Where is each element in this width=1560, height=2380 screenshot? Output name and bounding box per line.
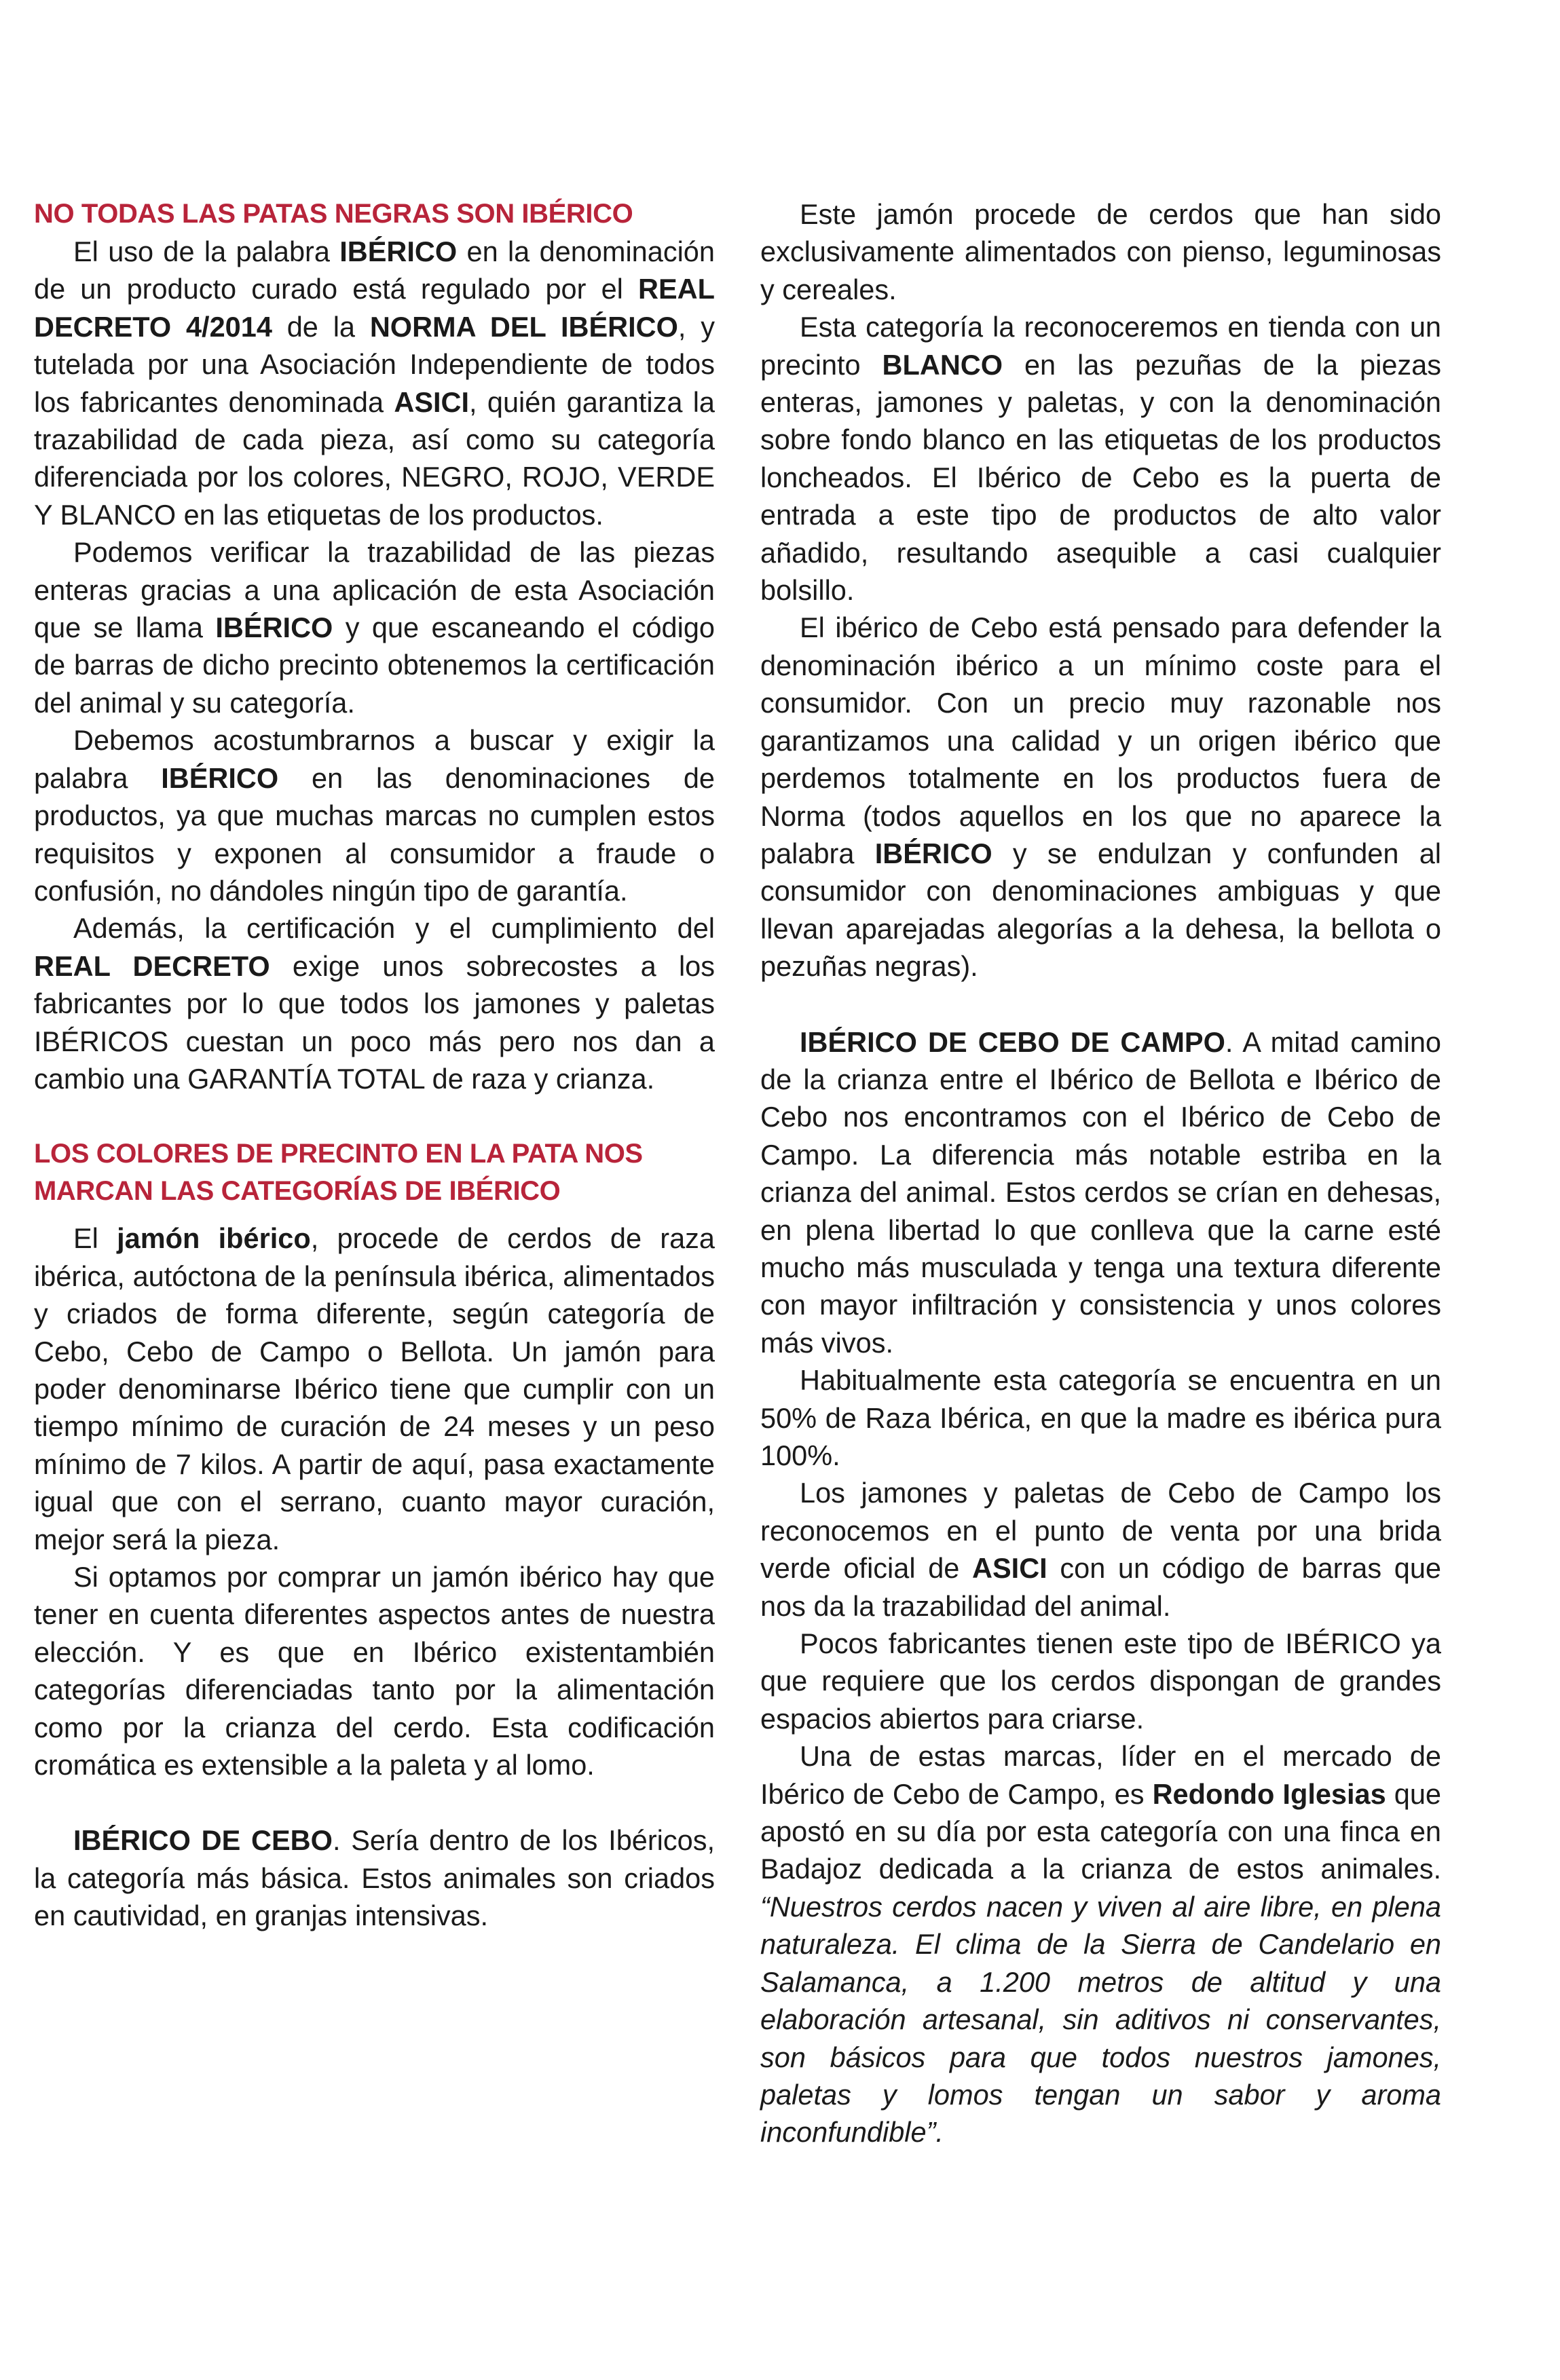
paragraph: Pocos fabricantes tienen este tipo de IBÉRICO ya que requiere que los cerdos dispongan de grandes espacios abiertos para criarse. [760, 1627, 1441, 1735]
spacer [34, 1097, 715, 1135]
paragraph: El ibérico de Cebo está pensado para defender la denominación ibérico a un mínimo coste para el consumidor. Con un precio muy razonable nos garantizamos una calidad y un origen ibérico que perdemos totalmente en los productos fuera de Norma (todos aquellos en los que no aparece la palabra IBÉRICO y se endulzan y confunden al consumidor con denominaciones ambiguas y que llevan aparejadas alegorías a la dehesa, la bellota o pezuñas negras). [760, 611, 1441, 983]
paragraph: Los jamones y paletas de Cebo de Campo los reconocemos en el punto de venta por una brida verde oficial de ASICI con un código de barras que nos da la trazabilidad del animal. [760, 1477, 1442, 1622]
paragraph: El uso de la palabra IBÉRICO en la denominación de un producto curado está regulado por el REAL DECRETO 4/2014 de la NORMA DEL IBÉRICO, y tutelada por una Asociación Independiente de todos los fabricantes denominada ASICI, quién garantiza la trazabilidad de cada pieza, así como su categoría diferenciada por los colores, NEGRO, ROJO, VERDE Y BLANCO en las etiquetas de los productos. [34, 235, 716, 531]
section-heading-colores-precinto: LOS COLORES DE PRECINTO EN LA PATA NOS MARCAN LAS CATEGORÍAS DE IBÉRICO [34, 1139, 643, 1207]
paragraph: Habitualmente esta categoría se encuentra en un 50% de Raza Ibérica, en que la madre es ibérica pura 100%. [760, 1364, 1441, 1471]
paragraph: Una de estas marcas, líder en el mercado de Ibérico de Cebo de Campo, es Redondo Iglesias que apostó en su día por esta categoría con una finca en Badajoz dedicada a la crianza de estos animales. “Nuestros cerdos nacen y viven al aire libre, en plena naturaleza. El clima de la Sierra de Candelario en Salamanca, a 1.200 metros de altitud y una elaboración artesanal, sin aditivos ni conservantes, son básicos para que todos nuestros jamones, paletas y lomos tengan un sabor y aroma inconfundible”. [760, 1740, 1441, 2149]
right-column [760, 195, 1441, 2151]
paragraph-iberico-de-cebo: IBÉRICO DE CEBO. Sería dentro de los Ibéricos, la categoría más básica. Estos animales son criados en cautividad, en granjas intensivas. [34, 1824, 716, 1932]
paragraph: Además, la certificación y el cumplimiento del REAL DECRETO exige unos sobrecostes a los fabricantes por lo que todos los jamones y paletas IBÉRICOS cuestan un poco más pero nos dan a cambio una GARANTÍA TOTAL de raza y crianza. [34, 912, 716, 1095]
paragraph: El jamón ibérico, procede de cerdos de raza ibérica, autóctona de la península ibérica, alimentados y criados de forma diferente, según categoría de Cebo, Cebo de Campo o Bellota. Un jamón para poder denominarse Ibérico tiene que cumplir con un tiempo mínimo de curación de 24 meses y un peso mínimo de 7 kilos. A partir de aquí, pasa exactamente igual que con el serrano, cuanto mayor curación, mejor será la pieza. [34, 1222, 716, 1555]
paragraph: Esta categoría la reconoceremos en tienda con un precinto BLANCO en las pezuñas de la piezas enteras, jamones y paletas, y con la denominación sobre fondo blanco en las etiquetas de los productos loncheados. El Ibérico de Cebo es la puerta de entrada a este tipo de productos de alto valor añadido, resultando asequible a casi cualquier bolsillo. [760, 311, 1442, 607]
spacer [760, 985, 1441, 1023]
paragraph: Debemos acostumbrarnos a buscar y exigir la palabra IBÉRICO en las denominaciones de productos, ya que muchas marcas no cumplen estos requisitos y exponen al consumidor a fraude o confusión, no dándoles ningún tipo de garantía. [34, 724, 715, 907]
paragraph-iberico-cebo-campo: IBÉRICO DE CEBO DE CAMPO. A mitad camino de la crianza entre el Ibérico de Bellota e Ibérico de Cebo nos encontramos con el Ibérico de Cebo de Campo. La diferencia más notable estriba en la crianza del animal. Estos cerdos se crían en dehesas, en plena libertad lo que conlleva que la carne esté mucho más musculada y tenga una textura diferente con mayor infiltración y consistencia y unos colores más vivos. [760, 1025, 1441, 1359]
spacer [34, 1783, 715, 1821]
section-heading-patas-negras: NO TODAS LAS PATAS NEGRAS SON IBÉRICO [34, 199, 633, 229]
left-column [34, 195, 715, 1935]
paragraph: Este jamón procede de cerdos que han sido exclusivamente alimentados con pienso, leguminosas y cereales. [760, 198, 1441, 305]
paragraph: Si optamos por comprar un jamón ibérico hay que tener en cuenta diferentes aspectos antes de nuestra elección. Y es que en Ibérico existentambién categorías diferenciadas tanto por la alimentación como por la crianza del cerdo. Esta codificación cromática es extensible a la paleta y al lomo. [34, 1561, 715, 1781]
paragraph: Podemos verificar la trazabilidad de las piezas enteras gracias a una aplicación de esta Asociación que se llama IBÉRICO y que escaneando el código de barras de dicho precinto obtenemos la certificación del animal y su categoría. [34, 536, 715, 719]
spacer [34, 1210, 715, 1220]
